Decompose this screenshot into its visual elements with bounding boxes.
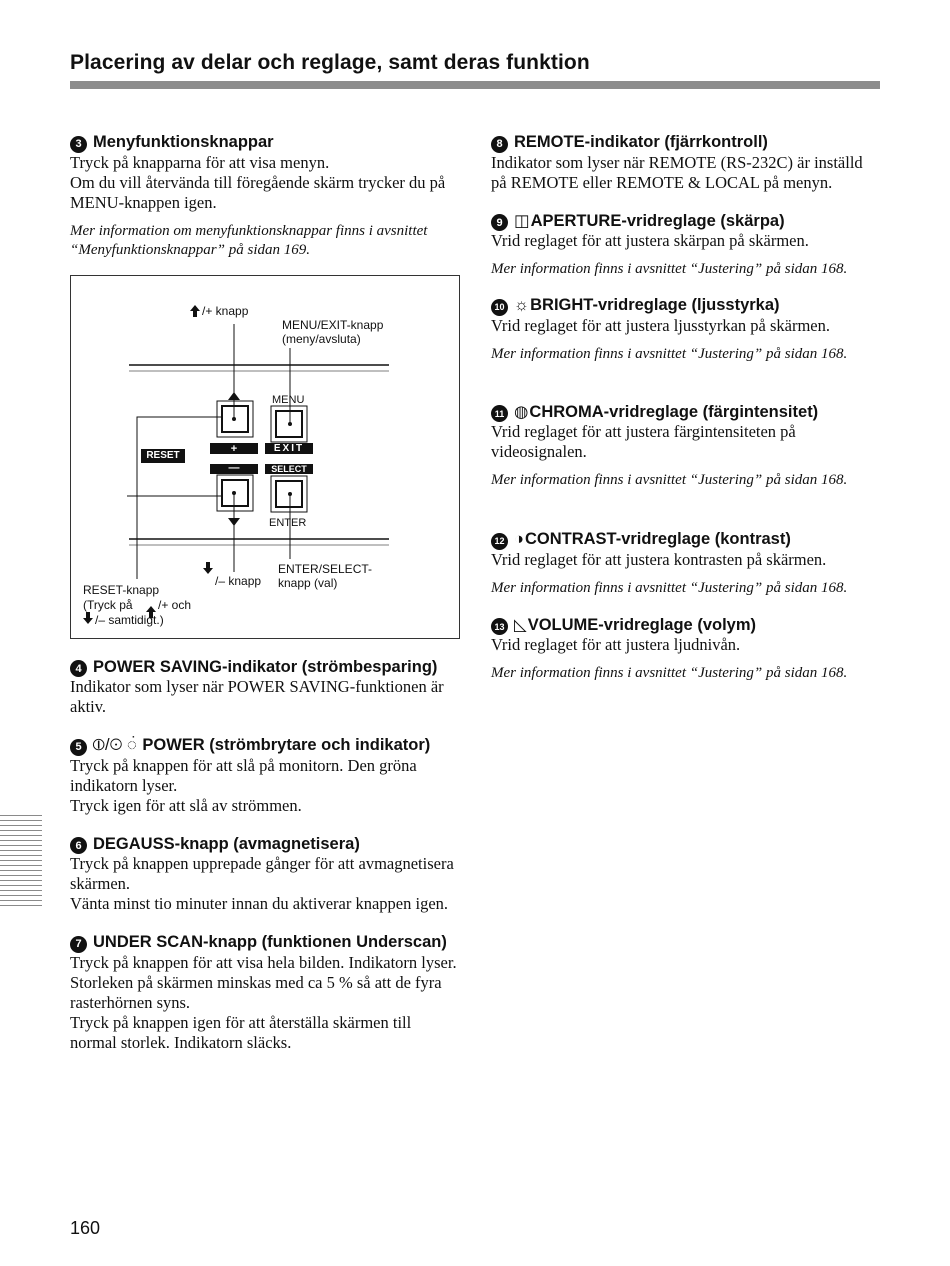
section-note: Mer information om menyfunktionsknappar finns i avsnittet “Menyfunktionsknappar” på sidan 169. [70, 222, 428, 258]
section-note: Mer information finns i avsnittet “Justering” på sidan 168. [491, 665, 848, 681]
number-badge: 12 [491, 533, 508, 550]
up-button-label: /+ knapp [202, 303, 249, 318]
section-remote [491, 132, 881, 193]
section-title: REMOTE-indikator (fjärrkontroll) [514, 133, 768, 151]
section-body: Vrid reglaget för att justera skärpan på skärmen. [491, 231, 809, 250]
contrast-icon: ◑ [514, 530, 524, 548]
exit-label: EXIT [273, 442, 305, 454]
number-badge: 9 [491, 214, 508, 231]
volume-icon: ◺ [514, 615, 527, 634]
section-title: DEGAUSS-knapp (avmagnetisera) [93, 834, 360, 853]
enter-select-button-label: ENTER/SELECT- knapp (val) [278, 561, 373, 590]
number-badge: 13 [491, 618, 508, 635]
section-body: Indikator som lyser när POWER SAVING-funktionen är aktiv. [70, 677, 444, 716]
section-note: Mer information finns i avsnittet “Justering” på sidan 168. [491, 345, 848, 362]
section-body: Tryck på knappen igen för att återställa skärmen till normal storlek. Indikatorn släcks. [70, 1012, 412, 1052]
reset-button-label: RESET-knapp [83, 582, 160, 597]
menu-text: MENU [272, 393, 305, 406]
reset-button-label-2: (Tryck på [83, 597, 133, 612]
brightness-icon: ☼ [514, 296, 530, 314]
section-title: POWER (strömbrytare och indikator) [142, 736, 431, 754]
section-body: Vrid reglaget för att justera ljudnivån. [491, 635, 741, 654]
section-under-scan [70, 932, 460, 1053]
section-body: Tryck på knappen för att visa hela bilden. Indikatorn lyser. Storleken på skärmen minskas med ca 5 % så att de fyra rasterhörnen syns. [70, 952, 457, 1012]
right-column [491, 132, 881, 683]
section-power-saving [70, 657, 460, 718]
section-body: Tryck på knappen för att slå på monitorn. Den gröna indikatorn lyser. [70, 755, 417, 795]
section-body: Tryck på knapparna för att visa menyn. [70, 152, 330, 172]
section-volume [491, 615, 881, 684]
section-menu-buttons [70, 132, 460, 260]
number-badge: 8 [491, 136, 508, 153]
aperture-icon: ◫ [514, 211, 530, 230]
side-tab-marker [0, 815, 42, 909]
section-title: CONTRAST-vridreglage (kontrast) [524, 530, 791, 548]
section-title: POWER SAVING-indikator (strömbesparing) [93, 657, 438, 676]
section-degauss [70, 834, 460, 915]
section-body: Vrid reglaget för att justera ljusstyrkan på skärmen. [491, 315, 830, 335]
section-note: Mer information finns i avsnittet “Justering” på sidan 168. [491, 579, 848, 596]
number-badge: 4 [70, 660, 87, 677]
menu-buttons-diagram [70, 275, 460, 639]
section-note: Mer information finns i avsnittet “Justering” på sidan 168. [491, 261, 848, 277]
section-body: Om du vill återvända till föregående skärm trycker du på MENU-knappen igen. [70, 172, 446, 212]
reset-tag: RESET [146, 449, 180, 461]
page-title: Placering av delar och reglage, samt deras funktion [70, 51, 590, 74]
select-label: SELECT [271, 463, 307, 474]
chroma-icon: ◍ [514, 402, 529, 421]
section-bright [491, 295, 881, 364]
section-body: Indikator som lyser när REMOTE (RS-232C) är inställd på REMOTE eller REMOTE & LOCAL på menyn. [491, 152, 863, 192]
menu-exit-button-label: MENU/EXIT-knapp (meny/avsluta) [282, 317, 384, 346]
number-badge: 3 [70, 136, 87, 153]
reset-button-label-4: /– samtidigt.) [95, 612, 164, 627]
number-badge: 6 [70, 837, 87, 854]
section-title: VOLUME-vridreglage (volym) [527, 615, 756, 634]
section-title: UNDER SCAN-knapp (funktionen Underscan) [93, 933, 447, 951]
number-badge: 11 [491, 405, 508, 422]
section-body: Tryck på knappen upprepade gånger för att avmagnetisera skärmen. [70, 854, 454, 893]
section-power [70, 735, 460, 816]
section-note: Mer information finns i avsnittet “Justering” på sidan 168. [491, 472, 848, 488]
section-aperture [491, 211, 881, 280]
section-title: CHROMA-vridreglage (färgintensitet) [529, 402, 819, 421]
section-contrast [491, 529, 881, 598]
section-body: Vrid reglaget för att justera färgintensiteten på videosignalen. [491, 422, 796, 461]
section-body: Vrid reglaget för att justera kontrasten på skärmen. [491, 549, 827, 569]
reset-button-label-3: /+ och [158, 597, 192, 612]
section-title: APERTURE-vridreglage (skärpa) [530, 211, 785, 230]
left-column [70, 132, 460, 1053]
number-badge: 10 [491, 299, 508, 316]
down-button-label: /– knapp [215, 573, 262, 588]
number-badge: 5 [70, 739, 87, 756]
enter-text: ENTER [269, 516, 307, 529]
section-body: Tryck igen för att slå av strömmen. [70, 795, 302, 815]
plus-label: + [230, 442, 238, 455]
section-body: Vänta minst tio minuter innan du aktiverar knappen igen. [70, 894, 449, 913]
power-switch-icon: ⦶/⊙ ◌̇ [93, 736, 137, 754]
section-title: Menyfunktionsknappar [93, 133, 274, 151]
number-badge: 7 [70, 936, 87, 953]
title-rule [70, 81, 880, 89]
section-chroma [491, 402, 881, 491]
minus-label: — [228, 461, 240, 474]
section-title: BRIGHT-vridreglage (ljusstyrka) [530, 296, 780, 314]
page-number: 160 [70, 1218, 101, 1238]
